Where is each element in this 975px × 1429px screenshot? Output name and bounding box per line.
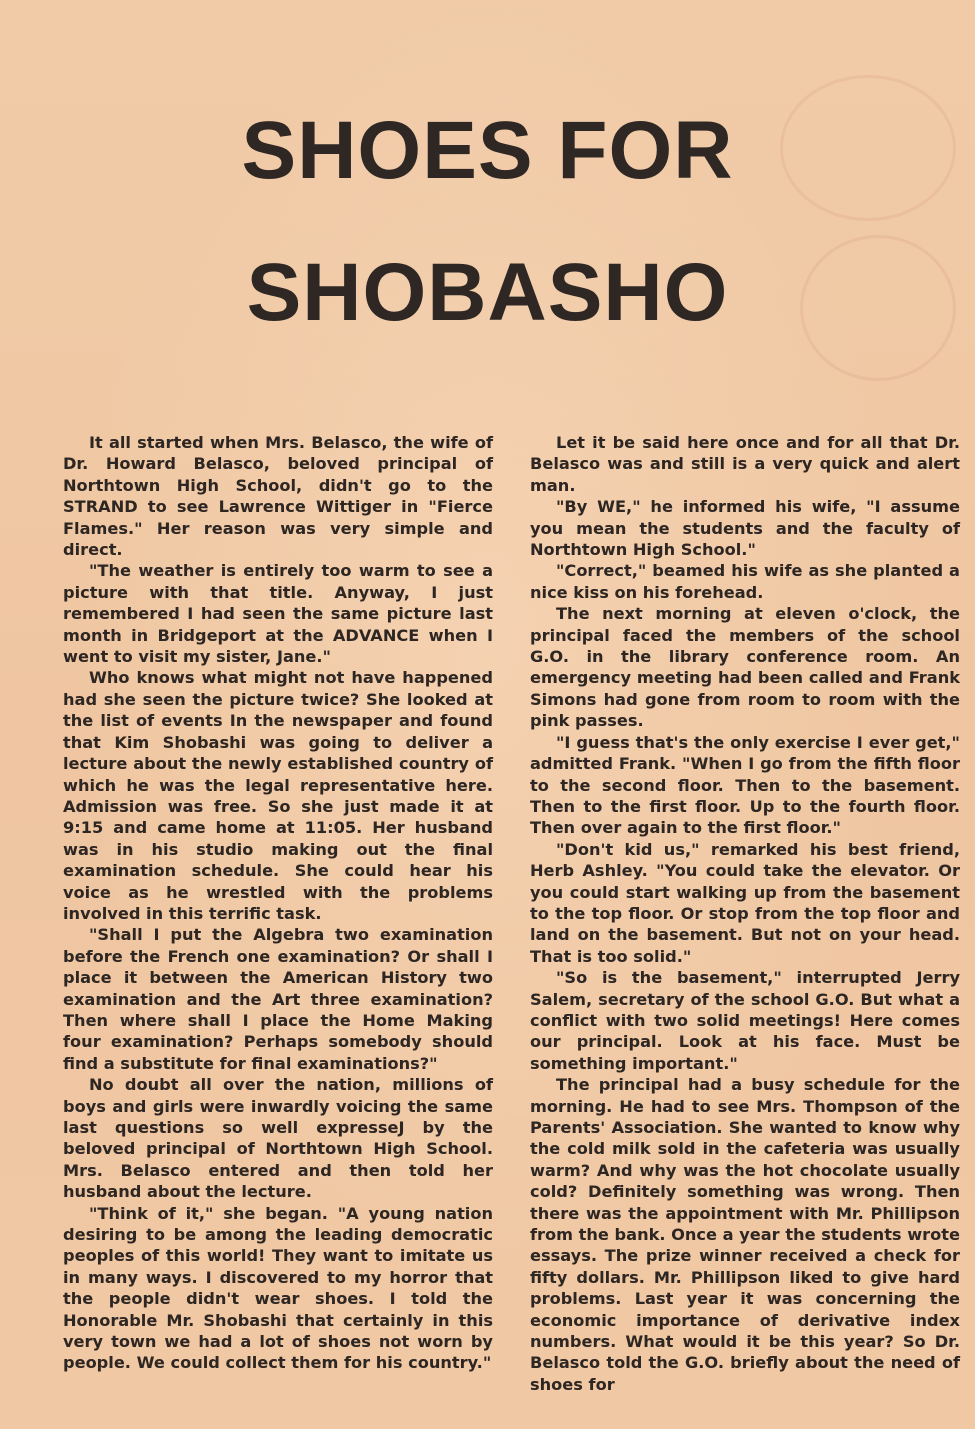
paragraph: It all started when Mrs. Belasco, the wife of Dr. Howard Belasco, beloved principal of Northtown High School, didn't go to the STRAND to see Lawrence Wittiger in "Fierce Flames." Her reason was very simple and direct.: [63, 433, 493, 560]
paragraph: "Think of it," she began. "A young nation desiring to be among the leading democratic peoples of this world! They want to imitate us in many ways. I discovered to my horror that the people didn't wear shoes. I told the Honorable Mr. Shobashi that certainly in this very town we had a lot of shoes not worn by people. We could collect them for his country.": [63, 1203, 493, 1373]
paragraph: "By WE," he informed his wife, "I assume you mean the students and the faculty of Northtown High School.": [530, 497, 960, 560]
paragraph: "Correct," beamed his wife as she planted a nice kiss on his forehead.: [530, 561, 960, 602]
paragraph: "I guess that's the only exercise I ever get," admitted Frank. "When I go from the fifth floor to the second floor. Then to the basement. Then to the first floor. Up to the fourth floor. Then over again to the first floor.": [530, 732, 960, 838]
left-text-column: [63, 432, 493, 1374]
paragraph: No doubt all over the nation, millions of boys and girls were inwardly voicing the same last questions so well expresseJ by the beloved principal of Northtown High School. Mrs. Belasco entered and then told her husband about the lecture.: [63, 1075, 493, 1202]
paragraph: The principal had a busy schedule for the morning. He had to see Mrs. Thompson of the Parents' Association. She wanted to know why the cold milk sold in the cafeteria was usually warm? And why was the hot chocolate usually cold? Definitely something was wrong. Then there was the appointment with Mr. Phillipson from the bank. Once a year the students wrote essays. The prize winner received a check for fifty dollars. Mr. Phillipson liked to give hard problems. Last year it was concerning the economic importance of derivative index numbers. What would it be this year? So Dr. Belasco told the G.O. briefly about the need of shoes for: [530, 1075, 960, 1394]
paragraph: Who knows what might not have happened had she seen the picture twice? She looked at the list of events In the newspaper and found that Kim Shobashi was going to deliver a lecture about the newly established country of which he was the legal representative here. Admission was free. So she just made it at 9:15 and came home at 11:05. Her husband was in his studio making out the final examination schedule. She could hear his voice as he wrestled with the problems involved in this terrific task.: [63, 668, 493, 923]
right-text-column: [530, 432, 960, 1395]
title-line-2: SHOBASHO: [246, 247, 729, 338]
paragraph: "The weather is entirely too warm to see a picture with that title. Anyway, I just remembered I had seen the same picture last month in Bridgeport at the ADVANCE when I went to visit my sister, Jane.": [63, 561, 493, 667]
paragraph: "So is the basement," interrupted Jerry Salem, secretary of the school G.O. But what a conflict with two solid meetings! Here comes our principal. Look at his face. Must be something important.": [530, 968, 960, 1073]
paragraph: The next morning at eleven o'clock, the principal faced the members of the school G.O. in the library conference room. An emergency meeting had been called and Frank Simons had gone from room to room with the pink passes.: [530, 604, 960, 731]
paragraph: "Don't kid us," remarked his best friend, Herb Ashley. "You could take the elevator. Or you could start walking up from the basement to the top floor. Or stop from the top floor and land on the basement. But not on your head. That is too solid.": [530, 839, 960, 966]
paragraph: Let it be said here once and for all that Dr. Belasco was and still is a very quick and alert man.: [530, 433, 960, 495]
paragraph: "Shall I put the Algebra two examination before the French one examination? Or shall I place it between the American History two examination and the Art three examination? Then where shall I place the Home Making four examination? Perhaps somebody should find a substitute for final examinations?": [63, 925, 493, 1073]
title-line-1: SHOES FOR: [241, 105, 734, 196]
